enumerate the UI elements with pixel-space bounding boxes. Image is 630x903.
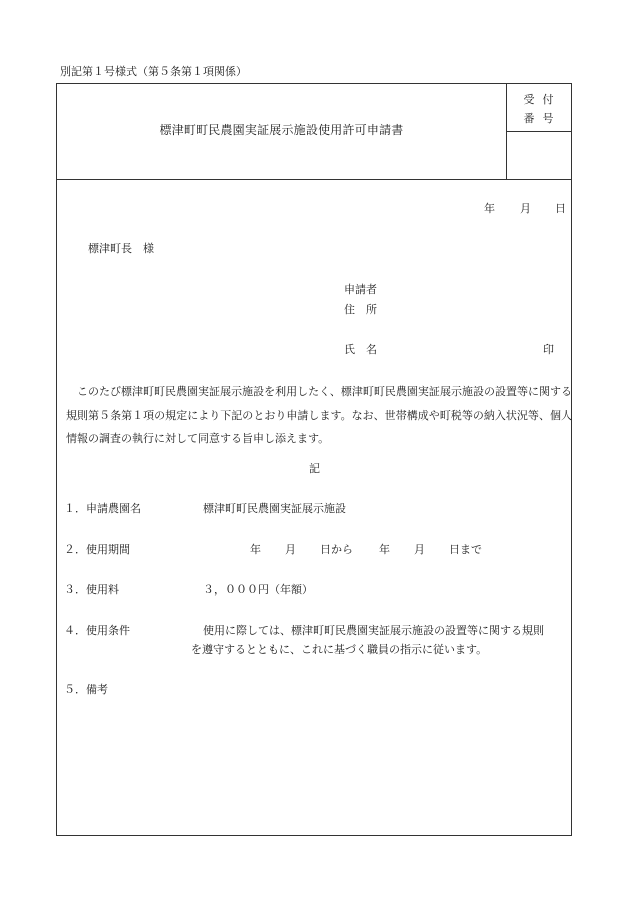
period-year-1: 年 [250,543,261,556]
date-year-label: 年 [484,202,495,215]
period-year-2: 年 [379,543,390,556]
receipt-label-line1: 受付 [523,93,562,106]
date-day-label: 日 [555,202,566,215]
item-3-label: 使用料 [86,583,119,596]
applicant-address-label: 住 所 [344,303,377,316]
item-3-number: ３． [64,583,86,596]
form-number: 別記第１号様式（第５条第１項関係） [60,65,247,78]
item-4-label: 使用条件 [86,624,130,637]
item-1-label: 申請農園名 [86,502,141,515]
item-1-number: １． [64,502,86,515]
seal-mark: 印 [543,343,554,356]
item-4-value-continued: を遵守するとともに、これに基づく職員の指示に従います。 [191,643,488,656]
header-row [57,84,571,180]
receipt-label [507,84,572,132]
receipt-label-line2: 番号 [523,112,562,125]
ki-heading: 記 [309,462,320,475]
item-1-value: 標津町町民農園実証展示施設 [203,502,346,515]
receipt-box [506,84,572,179]
form-frame [56,83,572,836]
date-month-label: 月 [520,202,531,215]
application-statement: このたび標津町町民農園実証展示施設を利用したく、標津町町民農園実証展示施設の設置等に関する規則第５条第１項の規定により下記のとおり申請します。なお、世帯構成や町税等の納入状況等、個人情報の調査の執行に対して同意する旨申し添えます。 [66,385,572,445]
form-title: 標津町町民農園実証展示施設使用許可申請書 [159,123,404,137]
item-3-value: ３，０００円（年額） [203,583,313,596]
applicant-name-label: 氏 名 [344,343,377,356]
item-5-label: 備考 [86,683,108,696]
period-month-1: 月 [285,543,296,556]
addressee: 標津町長 様 [88,242,154,255]
applicant-heading: 申請者 [344,283,377,296]
receipt-number-field[interactable] [507,132,572,179]
item-2-label: 使用期間 [86,543,130,556]
period-month-2: 月 [414,543,425,556]
period-day-from: 日から [320,543,353,556]
item-2-number: ２． [64,543,86,556]
item-4-number: ４． [64,624,86,637]
item-5-number: ５． [64,683,86,696]
item-4-value: 使用に際しては、標津町町民農園実証展示施設の設置等に関する規則 [203,624,544,637]
period-day-until: 日まで [449,543,482,556]
